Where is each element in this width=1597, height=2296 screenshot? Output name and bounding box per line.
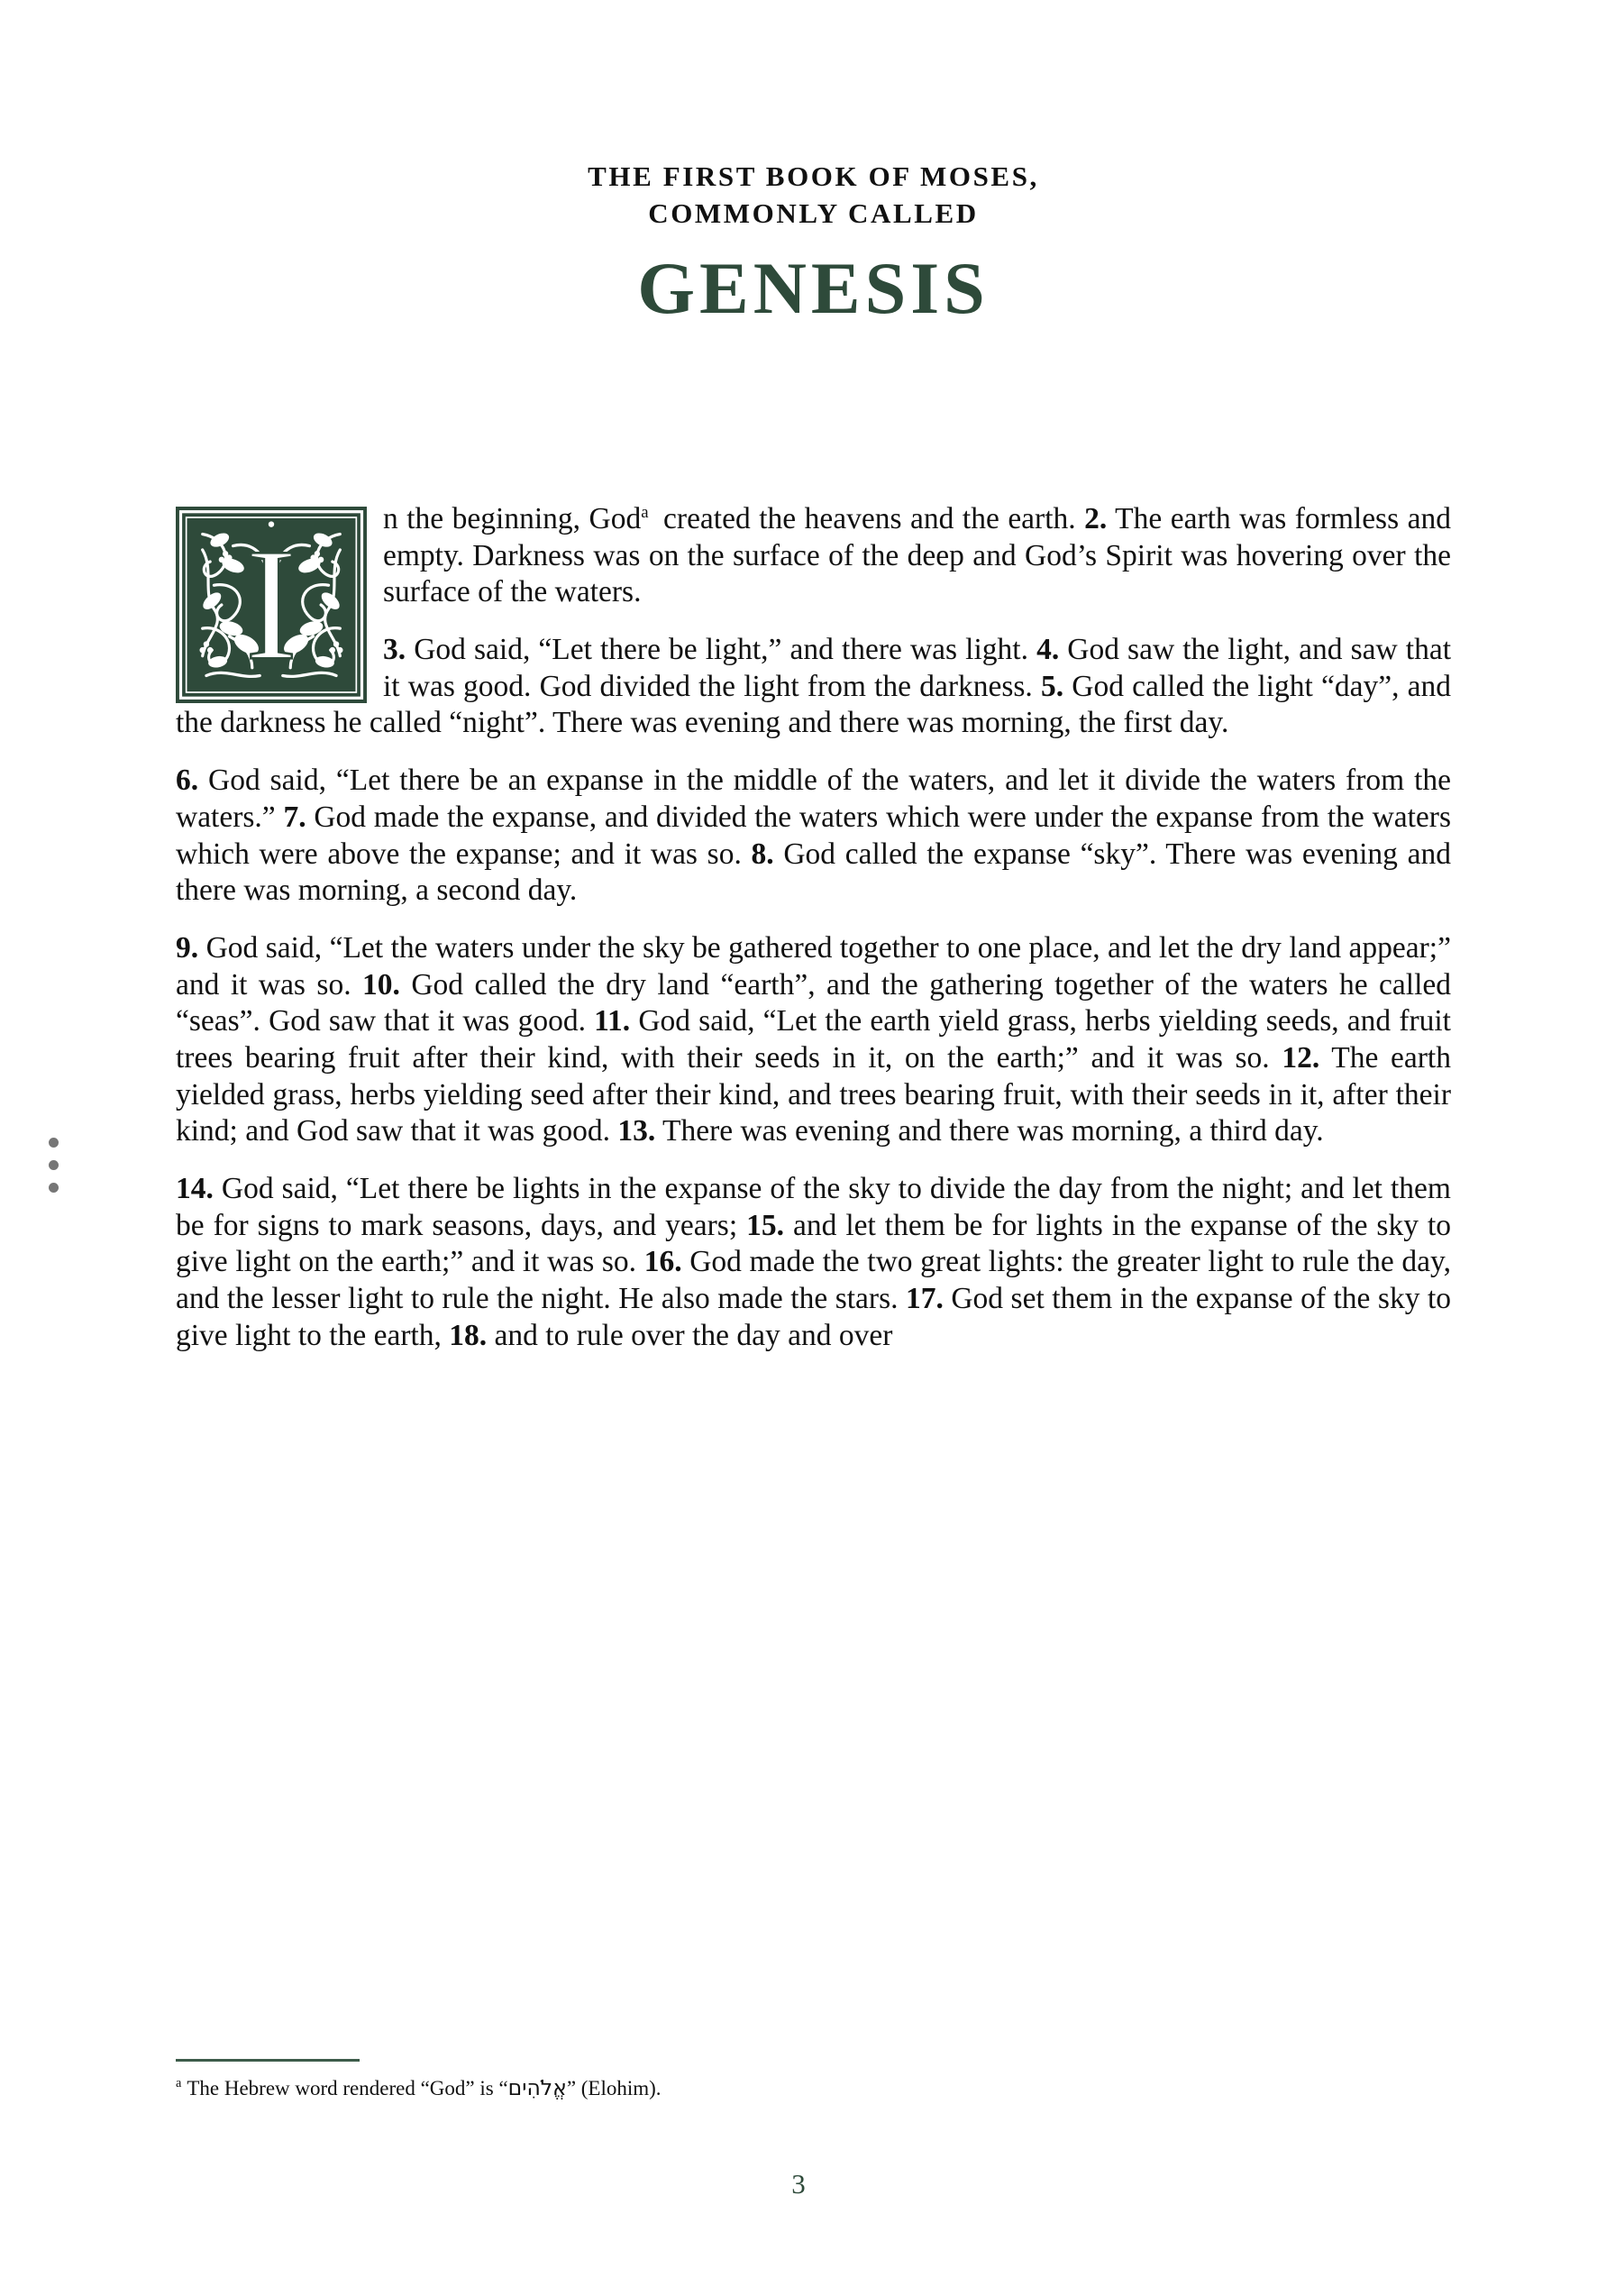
footnote-marker: a — [176, 2076, 182, 2091]
verse-text: God said, “Let the earth yield grass, herbs yielding seeds, and fruit trees bearing fruit after their kind, with their seeds in it, on the earth;” and it was so. — [176, 1004, 1451, 1075]
verse-number: 17. — [906, 1282, 944, 1316]
verse-text: God made the expanse, and divided the waters which were under the expanse from the waters which were above the expanse; and it was so. — [176, 800, 1451, 871]
footnote-zone — [176, 2059, 1451, 2102]
verse-text: and to rule over the day and over — [487, 1318, 893, 1352]
footnote-text-before: The Hebrew word rendered “God” is “ — [187, 2077, 508, 2099]
verse-text: God said, “Let there be an expanse in the middle of the waters, and let it divide the waters from the waters.” — [176, 764, 1451, 834]
verse-text: There was evening and there was morning, a third day. — [655, 1114, 1324, 1148]
verse-number: 7. — [283, 800, 306, 834]
verse-number: 9. — [176, 930, 199, 965]
verse-number: 2. — [1084, 502, 1108, 535]
verse-text: God saw the light, and saw that it was good. God divided the light from the darkness. — [383, 633, 1451, 703]
verse-number: 8. — [751, 837, 774, 871]
verse-number: 16. — [643, 1245, 682, 1279]
verse-text: God called the light “day”, and the darkness he called “night”. There was evening and there was morning, the first day. — [176, 669, 1451, 740]
verse-text: God called the expanse “sky”. There was evening and there was morning, a second day. — [176, 837, 1451, 908]
verse-text: God set them in the expanse of the sky to give light to the earth, — [176, 1282, 1452, 1352]
verse-text: n the beginning, God — [383, 502, 642, 535]
verse-number: 5. — [1040, 669, 1064, 703]
verse-paragraph — [176, 763, 1451, 910]
verse-paragraph — [176, 930, 1451, 1150]
verse-text: created the heavens and the earth. — [654, 502, 1085, 535]
verse-number: 14. — [176, 1172, 214, 1205]
verse-paragraph — [176, 1171, 1451, 1354]
verse-text: God called the dry land “earth”, and the gathering together of the waters he called “seas”. God saw that it was good. — [176, 967, 1451, 1038]
footnote-reference: a — [641, 502, 649, 522]
verse-text: The earth was formless and empty. Darkness was on the surface of the deep and God’s Spirit was hovering over the surface of the waters. — [383, 502, 1451, 609]
book-header — [176, 158, 1451, 330]
verse-text: God said, “Let there be lights in the expanse of the sky to divide the day from the night; and let them be for signs to mark seasons, days, and years; — [176, 1172, 1451, 1242]
footnote-separator-rule — [176, 2059, 360, 2062]
verse-number: 12. — [1282, 1040, 1320, 1075]
page-title: GENESIS — [637, 247, 990, 330]
verse-number: 13. — [617, 1114, 656, 1148]
footnote-text-after: ” (Elohim). — [566, 2077, 662, 2099]
verse-text: The earth yielded grass, herbs yielding seed after their kind, and trees bearing fruit, with their seeds in it, after their kind; and God saw that it was good. — [176, 1040, 1451, 1148]
verse-number: 18. — [449, 1318, 488, 1352]
verse-number: 11. — [594, 1004, 631, 1038]
handle-dot-icon — [49, 1138, 59, 1148]
verse-number: 3. — [383, 633, 406, 667]
book-subtitle-line-1: THE FIRST BOOK OF MOSES, — [588, 160, 1039, 192]
handle-dot-icon — [49, 1183, 59, 1193]
footnote — [176, 2074, 1451, 2102]
verse-text: God made the two great lights: the greater light to rule the day, and the lesser light to rule the night. He also made the stars. — [176, 1245, 1451, 1316]
verse-number: 10. — [362, 967, 400, 1002]
book-subtitle-line-2: COMMONLY CALLED — [648, 197, 979, 230]
scripture-body — [176, 501, 1451, 1354]
handle-dot-icon — [49, 1160, 59, 1170]
verse-text: God said, “Let the waters under the sky be gathered together to one place, and let the dry land appear;” and it was so. — [176, 930, 1451, 1002]
verse-text: God said, “Let there be light,” and there was light. — [406, 633, 1037, 667]
svg-text:I: I — [245, 516, 297, 694]
verse-paragraph — [176, 632, 1451, 742]
verse-text: and let them be for lights in the expanse of the sky to give light on the earth;” and it was so. — [176, 1208, 1452, 1279]
footnote-hebrew-word: אֱלֹהִים — [507, 2075, 567, 2100]
illuminated-dropcap — [176, 507, 367, 703]
verse-number: 4. — [1036, 633, 1060, 667]
page-number: 3 — [791, 2168, 806, 2200]
verse-number: 15. — [746, 1208, 784, 1242]
verse-number: 6. — [176, 764, 199, 798]
margin-drag-handle[interactable] — [47, 1138, 59, 1193]
